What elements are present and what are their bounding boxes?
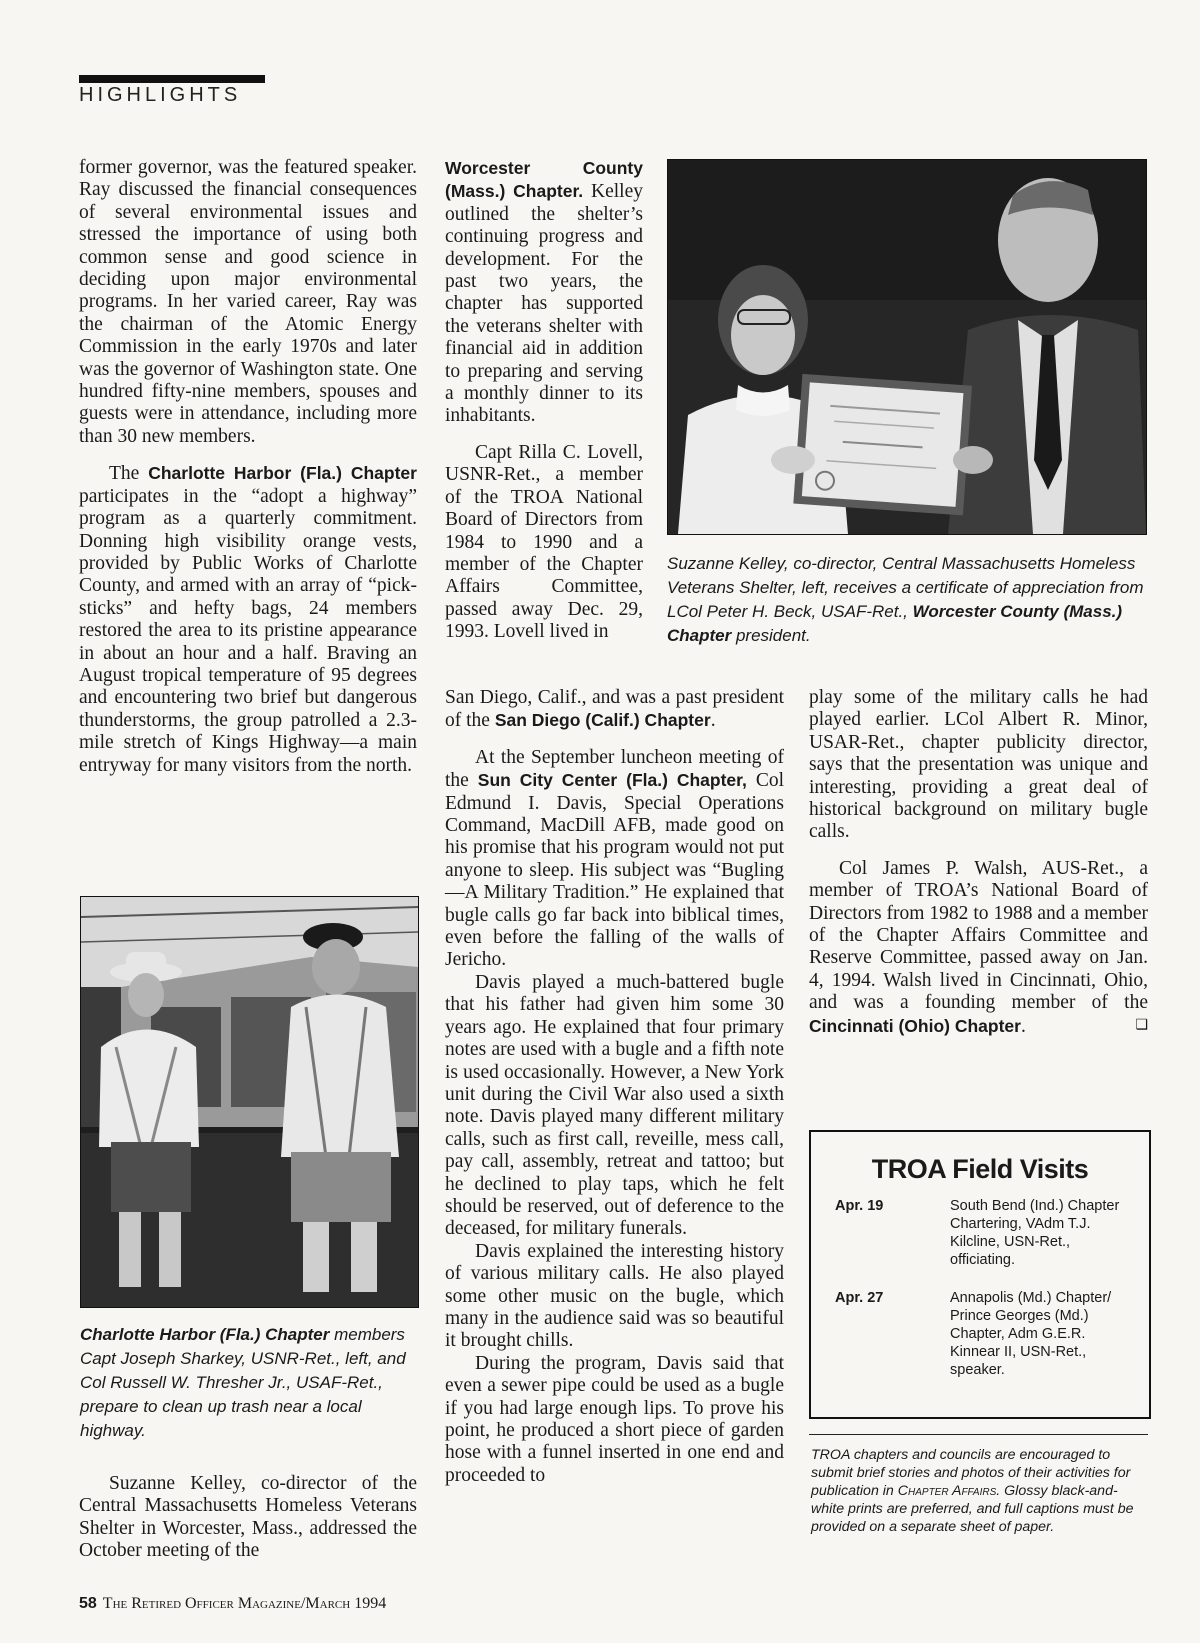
chapter-name: Worcester County (Mass.) Chapter. [445, 158, 643, 202]
publication-title: The Retired Officer Magazine/March 1994 [102, 1595, 387, 1612]
end-mark-icon: ❑ [1135, 1017, 1148, 1033]
page-number: 58 [79, 1595, 97, 1612]
column-2 [445, 687, 784, 1487]
field-visit-item [835, 1197, 1139, 1269]
field-visit-item [835, 1289, 1139, 1379]
visit-details: Annapolis (Md.) Chapter/ Prince Georges (Md.) Chapter, Adm G.E.R. Kinnear II, USN-Ret., speaker. [950, 1290, 1112, 1378]
column-1-bottom [79, 1473, 417, 1563]
col1-paragraph-3: Suzanne Kelley, co-director of the Central Massachusetts Homeless Veterans Shelter in Worcester, Mass., addressed the October meeting of the [79, 1473, 417, 1562]
col3-paragraph-2: Col James P. Walsh, AUS-Ret., a member of TROA’s National Board of Directors from 1982 to 1988 and a member of the Chapter Affairs Committee and Reserve Committee, passed away on Jan. 4, 1994. Walsh lived in Cincinnati, Ohio, and was a founding member of the Cincinnati (Ohio) Chapter. ❑ [809, 857, 1148, 1037]
field-visits-box [809, 1130, 1151, 1419]
submission-note: TROA chapters and councils are encouraged to submit brief stories and photos of their activities for publication in Chapter Affairs. Glossy black-and-white prints are preferred, and full captions must be provided on a separate sheet of paper. [811, 1447, 1134, 1535]
field-visits-title: TROA Field Visits [871, 1154, 1089, 1184]
photo-members-image [81, 897, 418, 1307]
section-rule [79, 75, 265, 83]
visit-date: Apr. 19 [835, 1198, 884, 1214]
column-2-top [445, 157, 643, 644]
col1-paragraph-2: The Charlotte Harbor (Fla.) Chapter participates in the “adopt a highway” program as a quarterly commitment. Donning high visibility orange vests, provided by Public Works of Charlotte County, and armed with an array of “pick-sticks” and hefty bags, 24 members restored the area to its pristine appearance in about an hour and a half. Braving an August tropical temperature of 95 degrees and encountering two brief but dangerous thunderstorms, the group patrolled a 2.3-mile stretch of Kings Highway—a main entryway for many visitors from the north. [79, 463, 417, 776]
col2-paragraph-3: San Diego, Calif., and was a past president of the San Diego (Calif.) Chapter. [445, 687, 784, 732]
col2-paragraph-1: Worcester County (Mass.) Chapter. Kelley outlined the shelter’s continuing progress and development. For the past two years, the chapter has supported the veterans shelter with financial aid in addition to preparing and serving a monthly dinner to its inhabitants. [445, 158, 643, 427]
col2-paragraph-4: At the September luncheon meeting of the Sun City Center (Fla.) Chapter, Col Edmund I. Davis, Special Operations Command, MacDill AFB, made good on his promise that his program would not put anyone to sleep. His subject was “Bugling—A Military Tradition.” He explained that bugle calls go far back into biblical times, even before the falling of the walls of Jericho. [445, 746, 784, 971]
chapter-name: Cincinnati (Ohio) Chapter [809, 1015, 1021, 1036]
col2-paragraph-7: During the program, Davis said that even a sewer pipe could be used as a bugle if you had large enough lips. To prove his point, he produced a short piece of garden hose with a funnel inserted in one end and proceeded to [445, 1352, 784, 1486]
section-label: HIGHLIGHTS [79, 84, 242, 106]
col2-paragraph-2: Capt Rilla C. Lovell, USNR-Ret., a member of the TROA National Board of Directors from 1984 to 1990 and a member of the Chapter Affairs Committee, passed away Dec. 29, 1993. Lovell lived in [445, 441, 643, 643]
col2-paragraph-5: Davis played a much-battered bugle that his father had given him some 30 years ago. He explained that four primary notes are used with a bugle and a fifth note is used occasionally. However, a New York unit during the Civil War also used a sixth note. Davis played many different military calls, such as first call, reveille, mess call, pay call, assembly, retreat and tattoo; but he declined to play taps, which he felt should be reserved, out of deference to the deceased, for military funerals. [445, 971, 784, 1240]
page-footer [79, 1595, 386, 1613]
note-rule [809, 1434, 1148, 1435]
column-3 [809, 687, 1148, 1038]
caption-chapter-members: Charlotte Harbor (Fla.) Chapter members Capt Joseph Sharkey, USNR-Ret., left, and Col Russell W. Thresher Jr., USAF-Ret., prepare to clean up trash near a local highway. [80, 1325, 406, 1440]
chapter-name: Charlotte Harbor (Fla.) Chapter [148, 463, 417, 484]
photo-certificate [667, 159, 1147, 535]
col3-paragraph-1: play some of the military calls he had played earlier. LCol Albert R. Minor, USAR-Ret., chapter publicity director, says that the presentation was unique and interesting, providing a great deal of historical background on military bugle calls. [809, 687, 1148, 843]
photo-certificate-image [668, 160, 1146, 534]
col1-paragraph-1: former governor, was the featured speaker. Ray discussed the financial consequences of several environmental issues and stressed the importance of using both common sense and good science in deciding upon major environmental programs. In her varied career, Ray was the chairman of the Atomic Energy Commission in the early 1970s and later was the governor of Washington state. One hundred fifty-nine members, spouses and guests were in attendance, including more than 30 new members. [79, 157, 417, 447]
column-1 [79, 157, 417, 777]
col2-paragraph-6: Davis explained the interesting history of various military calls. He also played some other music on the bugle, which many in the audience said was so beautiful it brought chills. [445, 1240, 784, 1352]
photo-chapter-members [80, 896, 419, 1308]
chapter-name: San Diego (Calif.) Chapter [494, 710, 711, 731]
chapter-name: Sun City Center (Fla.) Chapter, [477, 770, 747, 791]
visit-details: South Bend (Ind.) Chapter Chartering, VAdm T.J. Kilcline, USN-Ret., officiating. [950, 1198, 1120, 1268]
caption-certificate: Suzanne Kelley, co-director, Central Massachusetts Homeless Veterans Shelter, left, receives a certificate of appreciation from LCol Peter H. Beck, USAF-Ret., Worcester County (Mass.) Chapter president. [667, 554, 1144, 645]
visit-date: Apr. 27 [835, 1290, 884, 1306]
